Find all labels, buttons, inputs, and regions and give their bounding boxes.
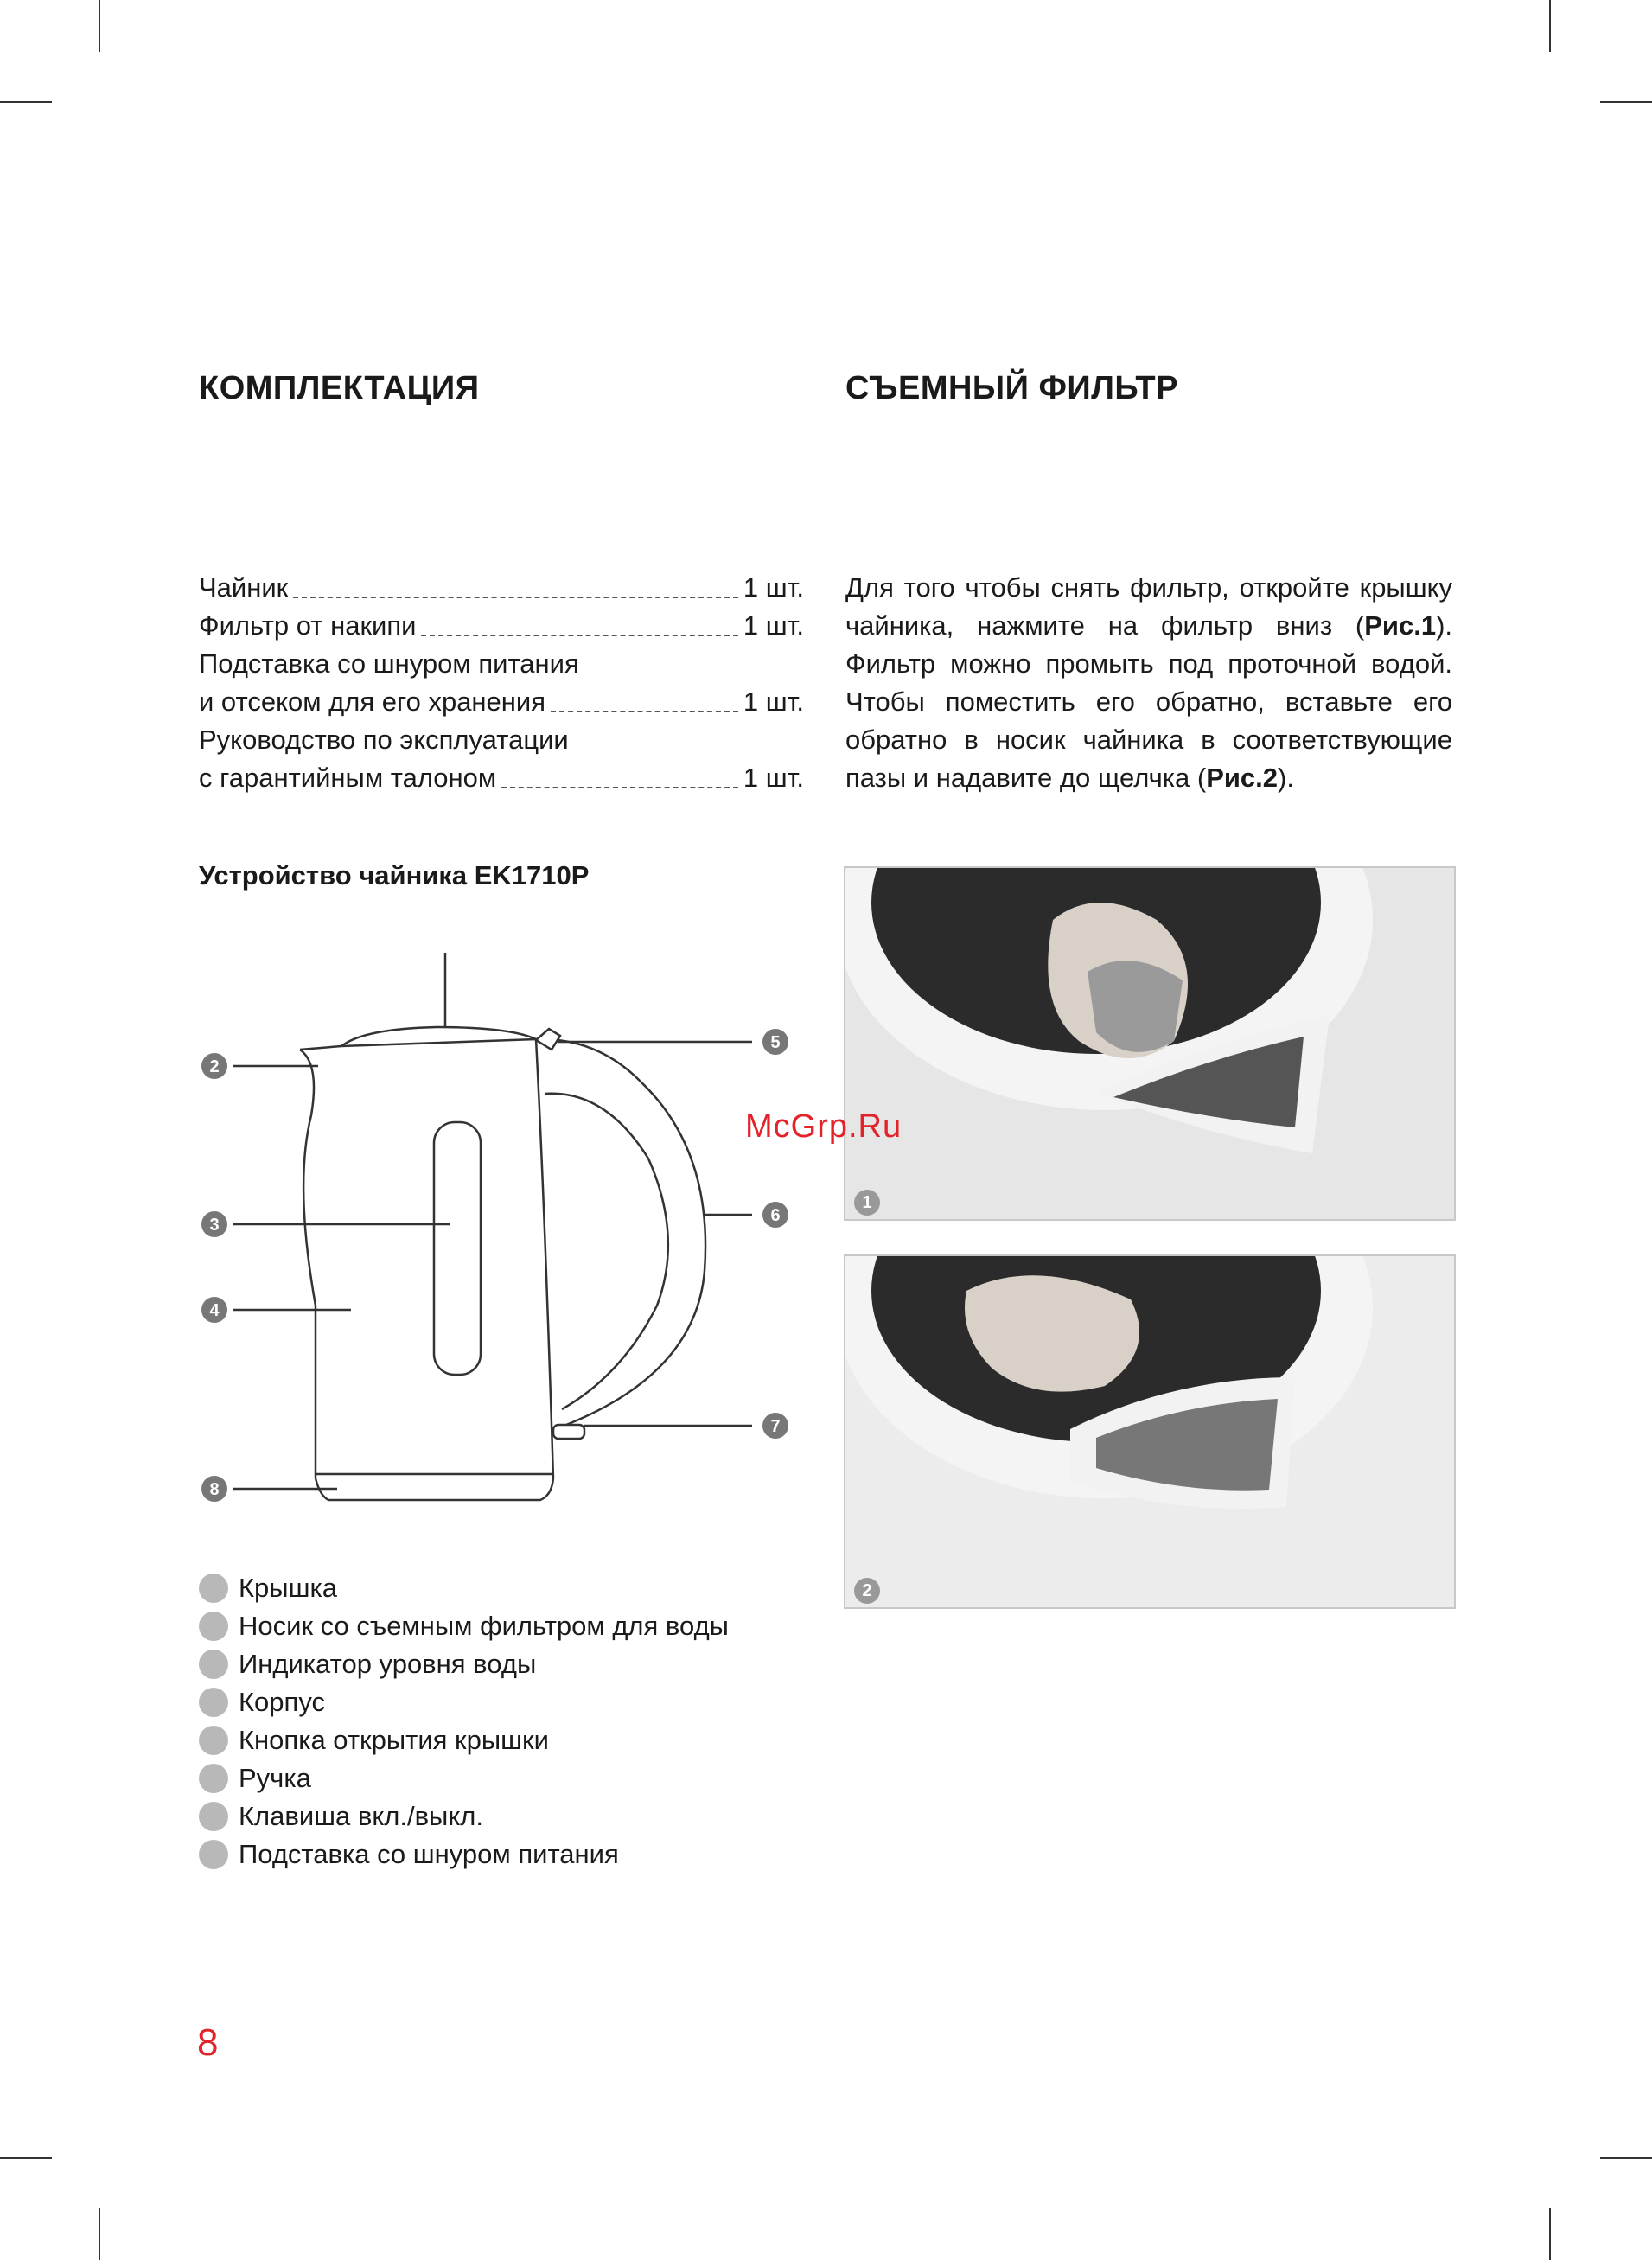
bullet-icon xyxy=(199,1612,228,1641)
list-item: с гарантийным талоном 1 шт. xyxy=(199,759,804,797)
crop-mark xyxy=(1549,2208,1551,2260)
crop-mark xyxy=(0,2157,52,2159)
crop-mark xyxy=(99,2208,100,2260)
bullet-icon xyxy=(199,1726,228,1755)
parts-legend xyxy=(199,1569,729,1874)
bullet-icon xyxy=(199,1840,228,1869)
section-title-contents: КОМПЛЕКТАЦИЯ xyxy=(199,370,480,406)
legend-item: Индикатор уровня воды xyxy=(199,1645,729,1683)
photo-label-2: 2 xyxy=(854,1578,880,1604)
lid-button xyxy=(536,1029,560,1050)
legend-item: Кнопка открытия крышки xyxy=(199,1721,729,1759)
kettle-diagram xyxy=(190,942,813,1530)
legend-item: Клавиша вкл./выкл. xyxy=(199,1797,729,1835)
section-title-filter: СЪЕМНЫЙ ФИЛЬТР xyxy=(845,370,1178,406)
crop-mark xyxy=(1600,101,1652,103)
legend-item: Ручка xyxy=(199,1759,729,1797)
list-item: Подставка со шнуром питания xyxy=(199,648,579,679)
figure-ref-2: Рис.2 xyxy=(1206,763,1279,793)
callout-7: 7 xyxy=(770,1417,781,1436)
legend-item: Носик со съемным фильтром для воды xyxy=(199,1607,729,1645)
kettle-body-left xyxy=(300,1050,316,1478)
kettle-spout xyxy=(300,1039,536,1050)
bullet-icon xyxy=(199,1764,228,1793)
photo-label-1: 1 xyxy=(854,1190,880,1216)
photo-fig-1 xyxy=(844,866,1456,1221)
figure-ref-1: Рис.1 xyxy=(1364,610,1437,641)
bullet-icon xyxy=(199,1802,228,1831)
power-switch xyxy=(553,1425,584,1439)
crop-mark xyxy=(1600,2157,1652,2159)
kettle-base xyxy=(316,1478,553,1500)
list-item: Чайник 1 шт. xyxy=(199,569,804,607)
callout-2: 2 xyxy=(209,1057,220,1076)
legend-item: Корпус xyxy=(199,1683,729,1721)
crop-mark xyxy=(1549,0,1551,52)
list-item: Фильтр от накипи 1 шт. xyxy=(199,607,804,645)
list-item: Руководство по эксплуатации xyxy=(199,725,569,755)
page-number: 8 xyxy=(197,2021,219,2064)
crop-mark xyxy=(0,101,52,103)
water-level-window xyxy=(434,1122,481,1375)
bullet-icon xyxy=(199,1650,228,1679)
legend-item: Подставка со шнуром питания xyxy=(199,1835,729,1874)
callout-4: 4 xyxy=(209,1301,220,1320)
callout-6: 6 xyxy=(770,1206,781,1225)
crop-mark xyxy=(99,0,100,52)
bullet-icon xyxy=(199,1574,228,1603)
photo-fig-2 xyxy=(844,1254,1456,1609)
callout-5: 5 xyxy=(770,1033,781,1052)
kettle-handle xyxy=(536,1039,705,1427)
legend-item: Крышка xyxy=(199,1569,729,1607)
filter-instructions: Для того чтобы снять фильтр, откройте крышку чайника, нажмите на фильтр вниз (Рис.1). Фильтр можно промыть под проточной водой. Чтобы поместить его обратно, вставьте его обратно в носик чайника в соответствующие пазы и надавите до щелчка (Рис.2). xyxy=(845,572,1452,793)
kettle-body-right xyxy=(536,1039,553,1478)
device-title: Устройство чайника EK1710P xyxy=(199,860,590,891)
bullet-icon xyxy=(199,1688,228,1717)
callout-8: 8 xyxy=(209,1480,220,1499)
callout-3: 3 xyxy=(209,1216,220,1235)
list-item: и отсеком для его хранения 1 шт. xyxy=(199,683,804,721)
watermark: McGrp.Ru xyxy=(745,1108,903,1145)
